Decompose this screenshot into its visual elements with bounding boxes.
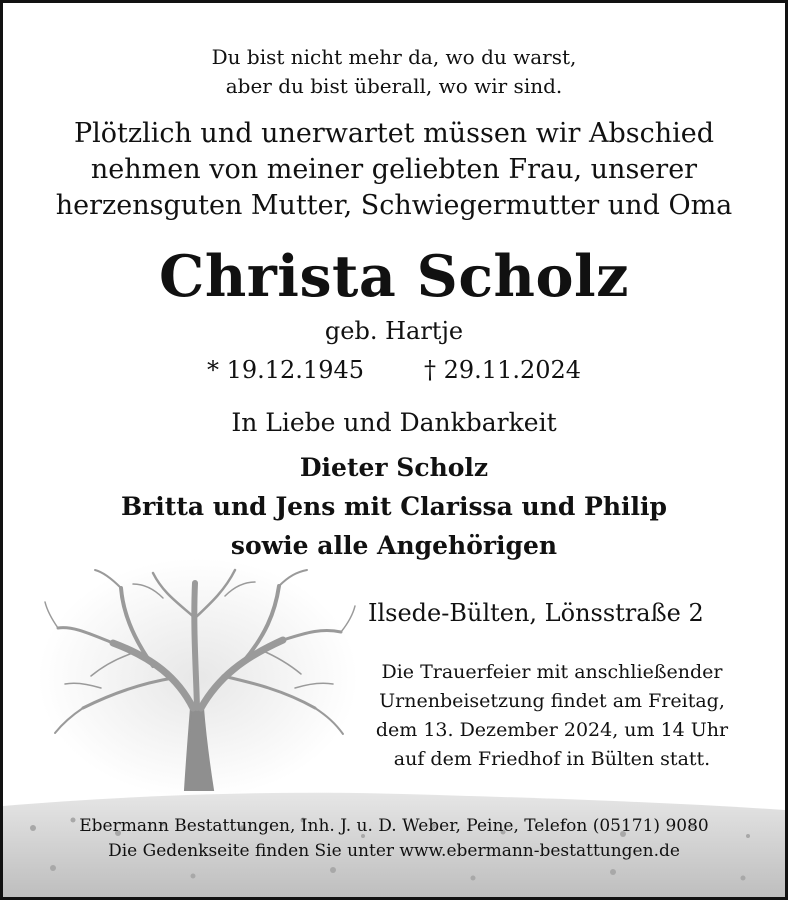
life-dates [3,354,785,386]
address: Ilsede-Bülten, Lönsstraße 2 [368,599,704,627]
undertaker-contact: Ebermann Bestattungen, Inh. J. u. D. Weber, Peine, Telefon (05171) 9080 [79,816,709,836]
motto-line: aber du bist überall, wo wir sind. [225,74,563,98]
intro-text [3,116,785,224]
funeral-line: Die Trauerfeier mit anschließender [381,661,723,683]
motto [3,43,785,101]
funeral-line: Urnenbeisetzung findet am Freitag, [379,690,725,712]
intro-line: nehmen von meiner geliebten Frau, unserer [90,154,698,185]
memorial-page-link: Die Gedenkseite finden Sie unter www.ebermann-bestattungen.de [108,841,680,861]
mourner-line: Britta und Jens mit Clarissa und Philip [120,492,668,521]
intro-line: Plötzlich und unerwartet müssen wir Abschied [73,118,715,149]
maiden-name: geb. Hartje [324,317,464,345]
funeral-line: dem 13. Dezember 2024, um 14 Uhr [375,719,729,741]
undertaker-footer [3,814,785,864]
intro-line: herzensguten Mutter, Schwiegermutter und Oma [55,190,733,221]
birth-date: * 19.12.1945 [206,356,364,384]
mourners-heading: In Liebe und Dankbarkeit [231,408,557,437]
mourners-list [3,448,785,565]
mourner-line: sowie alle Angehörigen [230,531,558,560]
death-date: † 29.11.2024 [424,356,582,384]
mourner-line: Dieter Scholz [299,453,489,482]
deceased-name: Christa Scholz [158,243,630,310]
motto-line: Du bist nicht mehr da, wo du warst, [211,45,577,69]
funeral-line: auf dem Friedhof in Bülten statt. [393,748,711,770]
